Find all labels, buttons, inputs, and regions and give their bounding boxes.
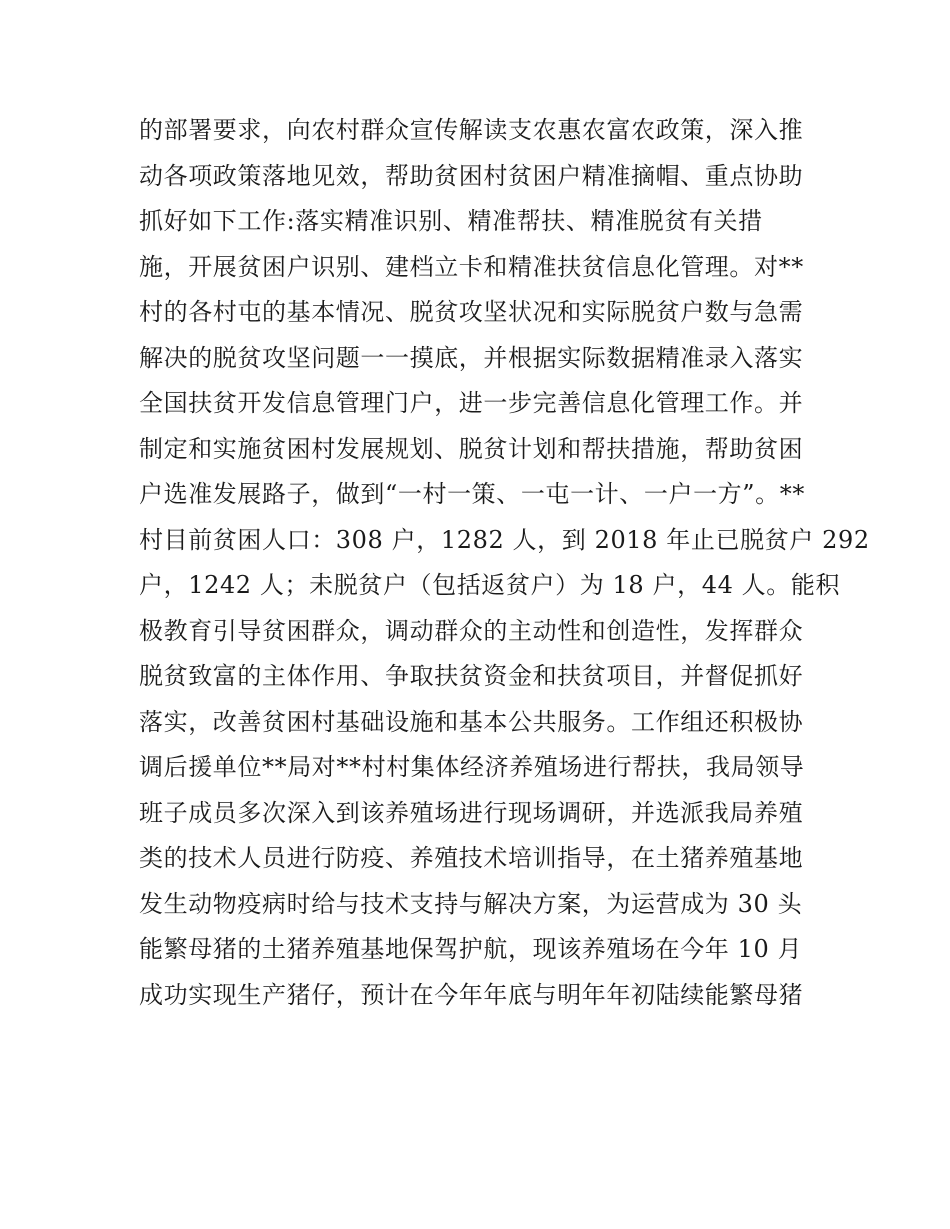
text-line: 极教育引导贫困群众，调动群众的主动性和创造性，发挥群众 (139, 616, 804, 645)
text-line: 村目前贫困人口：308 户，1282 人，到 2018 年止已脱贫户 292 (139, 525, 870, 554)
body-text (139, 108, 870, 1018)
text-line: 村的各村屯的基本情况、脱贫攻坚状况和实际脱贫户数与急需 (139, 298, 804, 326)
text-line: 调后援单位**局对**村村集体经济养殖场进行帮扶，我局领导 (139, 753, 805, 781)
text-line: 落实，改善贫困村基础设施和基本公共服务。工作组还积极协 (139, 707, 804, 736)
text-line: 制定和实施贫困村发展规划、脱贫计划和帮扶措施，帮助贫困 (139, 434, 804, 463)
text-line: 解决的脱贫攻坚问题一一摸底，并根据实际数据精准录入落实 (139, 343, 804, 372)
text-line: 类的技术人员进行防疫、养殖技术培训指导，在土猪养殖基地 (139, 844, 804, 872)
text-line: 脱贫致富的主体作用、争取扶贫资金和扶贫项目，并督促抓好 (139, 662, 804, 690)
text-line: 班子成员多次深入到该养殖场进行现场调研，并选派我局养殖 (139, 798, 804, 827)
text-line: 户，1242 人；未脱贫户（包括返贫户）为 18 户，44 人。能积 (139, 571, 841, 599)
text-line: 发生动物疫病时给与技术支持与解决方案，为运营成为 30 头 (139, 889, 803, 918)
text-line: 动各项政策落地见效，帮助贫困村贫困户精准摘帽、重点协助 (139, 161, 804, 190)
text-line: 抓好如下工作:落实精准识别、精准帮扶、精准脱贫有关措 (139, 207, 763, 235)
text-line: 施，开展贫困户识别、建档立卡和精准扶贫信息化管理。对** (139, 252, 804, 281)
text-line: 成功实现生产猪仔，预计在今年年底与明年年初陆续能繁母猪 (139, 980, 804, 1009)
text-line: 能繁母猪的土猪养殖基地保驾护航，现该养殖场在今年 10 月 (139, 935, 803, 963)
text-line: 户选准发展路子，做到“一村一策、一屯一计、一户一方”。** (139, 480, 805, 508)
text-line: 全国扶贫开发信息管理门户，进一步完善信息化管理工作。并 (139, 389, 804, 417)
text-line: 的部署要求，向农村群众宣传解读支农惠农富农政策，深入推 (139, 116, 804, 144)
